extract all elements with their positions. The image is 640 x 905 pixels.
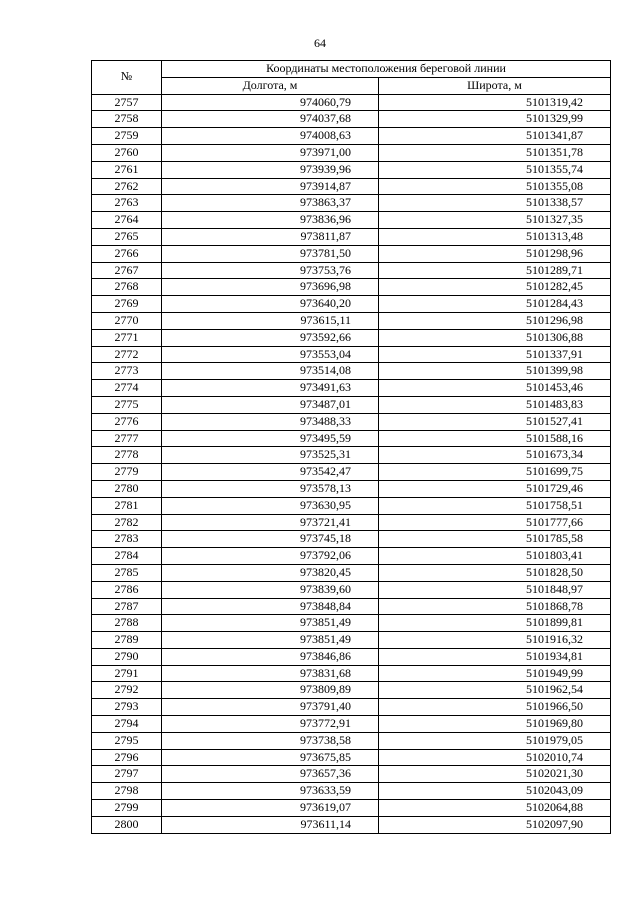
table-row xyxy=(92,396,611,413)
table-row xyxy=(92,766,611,783)
row-latitude: 5101399,98 xyxy=(379,363,611,380)
row-number: 2759 xyxy=(92,128,162,145)
row-latitude: 5101483,83 xyxy=(379,396,611,413)
table-row xyxy=(92,682,611,699)
row-latitude: 5101934,81 xyxy=(379,648,611,665)
row-number: 2784 xyxy=(92,548,162,565)
row-longitude: 973745,18 xyxy=(162,531,379,548)
row-number: 2764 xyxy=(92,212,162,229)
row-longitude: 973836,96 xyxy=(162,212,379,229)
table-row xyxy=(92,212,611,229)
table-row xyxy=(92,161,611,178)
row-number: 2774 xyxy=(92,380,162,397)
row-latitude: 5101313,48 xyxy=(379,228,611,245)
row-latitude: 5101327,35 xyxy=(379,212,611,229)
row-longitude: 973939,96 xyxy=(162,161,379,178)
row-latitude: 5101899,81 xyxy=(379,615,611,632)
row-latitude: 5101289,71 xyxy=(379,262,611,279)
row-latitude: 5101282,45 xyxy=(379,279,611,296)
table-row xyxy=(92,464,611,481)
row-number: 2786 xyxy=(92,581,162,598)
row-latitude: 5101355,08 xyxy=(379,178,611,195)
row-latitude: 5101916,32 xyxy=(379,632,611,649)
row-number: 2782 xyxy=(92,514,162,531)
table-row xyxy=(92,783,611,800)
table-row xyxy=(92,111,611,128)
table-row xyxy=(92,732,611,749)
row-longitude: 973611,14 xyxy=(162,816,379,833)
row-latitude: 5101848,97 xyxy=(379,581,611,598)
table-row xyxy=(92,296,611,313)
header-latitude: Широта, м xyxy=(379,77,611,94)
row-longitude: 973487,01 xyxy=(162,396,379,413)
table-row xyxy=(92,480,611,497)
row-number: 2757 xyxy=(92,94,162,111)
row-latitude: 5101351,78 xyxy=(379,144,611,161)
row-longitude: 973820,45 xyxy=(162,564,379,581)
row-longitude: 973542,47 xyxy=(162,464,379,481)
row-latitude: 5101337,91 xyxy=(379,346,611,363)
row-latitude: 5101341,87 xyxy=(379,128,611,145)
row-longitude: 974060,79 xyxy=(162,94,379,111)
row-latitude: 5101298,96 xyxy=(379,245,611,262)
table-row xyxy=(92,699,611,716)
table-row xyxy=(92,447,611,464)
row-number: 2767 xyxy=(92,262,162,279)
row-number: 2788 xyxy=(92,615,162,632)
row-longitude: 974008,63 xyxy=(162,128,379,145)
row-latitude: 5102097,90 xyxy=(379,816,611,833)
table-row xyxy=(92,648,611,665)
row-latitude: 5102064,88 xyxy=(379,800,611,817)
row-longitude: 973839,60 xyxy=(162,581,379,598)
table-row xyxy=(92,195,611,212)
table-row xyxy=(92,312,611,329)
row-longitude: 973633,59 xyxy=(162,783,379,800)
row-number: 2797 xyxy=(92,766,162,783)
row-number: 2769 xyxy=(92,296,162,313)
row-longitude: 973863,37 xyxy=(162,195,379,212)
table-row xyxy=(92,430,611,447)
header-coordinates-group: Координаты местоположения береговой линии xyxy=(162,61,611,78)
table-row xyxy=(92,632,611,649)
table-row xyxy=(92,413,611,430)
row-longitude: 973753,76 xyxy=(162,262,379,279)
row-longitude: 973791,40 xyxy=(162,699,379,716)
table-row xyxy=(92,178,611,195)
row-number: 2798 xyxy=(92,783,162,800)
row-number: 2773 xyxy=(92,363,162,380)
row-latitude: 5101828,50 xyxy=(379,564,611,581)
row-number: 2771 xyxy=(92,329,162,346)
row-latitude: 5101758,51 xyxy=(379,497,611,514)
table-row xyxy=(92,514,611,531)
row-latitude: 5101284,43 xyxy=(379,296,611,313)
table-row xyxy=(92,531,611,548)
row-number: 2762 xyxy=(92,178,162,195)
row-latitude: 5101319,42 xyxy=(379,94,611,111)
row-number: 2765 xyxy=(92,228,162,245)
row-longitude: 973781,50 xyxy=(162,245,379,262)
row-latitude: 5101338,57 xyxy=(379,195,611,212)
row-latitude: 5102043,09 xyxy=(379,783,611,800)
row-longitude: 973619,07 xyxy=(162,800,379,817)
row-latitude: 5101355,74 xyxy=(379,161,611,178)
row-number: 2772 xyxy=(92,346,162,363)
row-number: 2775 xyxy=(92,396,162,413)
row-number: 2768 xyxy=(92,279,162,296)
row-number: 2800 xyxy=(92,816,162,833)
row-latitude: 5101699,75 xyxy=(379,464,611,481)
row-number: 2766 xyxy=(92,245,162,262)
row-number: 2758 xyxy=(92,111,162,128)
table-subheader-row xyxy=(92,77,611,94)
row-number: 2781 xyxy=(92,497,162,514)
table-row xyxy=(92,363,611,380)
row-number: 2790 xyxy=(92,648,162,665)
row-latitude: 5102021,30 xyxy=(379,766,611,783)
row-latitude: 5101962,54 xyxy=(379,682,611,699)
row-longitude: 973696,98 xyxy=(162,279,379,296)
table-row xyxy=(92,228,611,245)
row-latitude: 5101969,80 xyxy=(379,716,611,733)
row-longitude: 973495,59 xyxy=(162,430,379,447)
row-number: 2777 xyxy=(92,430,162,447)
row-longitude: 973592,66 xyxy=(162,329,379,346)
row-latitude: 5101588,16 xyxy=(379,430,611,447)
row-longitude: 973640,20 xyxy=(162,296,379,313)
row-longitude: 973721,41 xyxy=(162,514,379,531)
row-number: 2796 xyxy=(92,749,162,766)
row-number: 2793 xyxy=(92,699,162,716)
table-row xyxy=(92,665,611,682)
row-latitude: 5101966,50 xyxy=(379,699,611,716)
row-number: 2770 xyxy=(92,312,162,329)
row-longitude: 973848,84 xyxy=(162,598,379,615)
row-latitude: 5101329,99 xyxy=(379,111,611,128)
table-row xyxy=(92,581,611,598)
header-number: № xyxy=(92,61,162,95)
row-latitude: 5101453,46 xyxy=(379,380,611,397)
header-longitude: Долгота, м xyxy=(162,77,379,94)
table-row xyxy=(92,749,611,766)
row-latitude: 5101868,78 xyxy=(379,598,611,615)
row-number: 2778 xyxy=(92,447,162,464)
row-longitude: 973488,33 xyxy=(162,413,379,430)
row-number: 2776 xyxy=(92,413,162,430)
table-row xyxy=(92,564,611,581)
row-number: 2799 xyxy=(92,800,162,817)
row-latitude: 5101777,66 xyxy=(379,514,611,531)
row-number: 2761 xyxy=(92,161,162,178)
row-number: 2785 xyxy=(92,564,162,581)
row-longitude: 974037,68 xyxy=(162,111,379,128)
row-number: 2795 xyxy=(92,732,162,749)
row-longitude: 973615,11 xyxy=(162,312,379,329)
row-longitude: 973851,49 xyxy=(162,615,379,632)
row-longitude: 973971,00 xyxy=(162,144,379,161)
row-number: 2780 xyxy=(92,480,162,497)
table-row xyxy=(92,497,611,514)
row-number: 2789 xyxy=(92,632,162,649)
row-number: 2783 xyxy=(92,531,162,548)
row-longitude: 973811,87 xyxy=(162,228,379,245)
row-longitude: 973514,08 xyxy=(162,363,379,380)
row-latitude: 5102010,74 xyxy=(379,749,611,766)
table-row xyxy=(92,615,611,632)
table-header-row xyxy=(92,61,611,78)
row-longitude: 973738,58 xyxy=(162,732,379,749)
row-number: 2792 xyxy=(92,682,162,699)
row-latitude: 5101306,88 xyxy=(379,329,611,346)
row-latitude: 5101949,99 xyxy=(379,665,611,682)
coordinates-table xyxy=(91,60,611,834)
table-row xyxy=(92,144,611,161)
row-longitude: 973578,13 xyxy=(162,480,379,497)
table-row xyxy=(92,800,611,817)
row-longitude: 973675,85 xyxy=(162,749,379,766)
row-longitude: 973831,68 xyxy=(162,665,379,682)
row-longitude: 973809,89 xyxy=(162,682,379,699)
row-longitude: 973772,91 xyxy=(162,716,379,733)
row-longitude: 973657,36 xyxy=(162,766,379,783)
table-row xyxy=(92,128,611,145)
table-row xyxy=(92,380,611,397)
table-row xyxy=(92,816,611,833)
row-latitude: 5101803,41 xyxy=(379,548,611,565)
row-longitude: 973914,87 xyxy=(162,178,379,195)
row-number: 2760 xyxy=(92,144,162,161)
row-longitude: 973846,86 xyxy=(162,648,379,665)
table-row xyxy=(92,94,611,111)
row-longitude: 973525,31 xyxy=(162,447,379,464)
row-longitude: 973851,49 xyxy=(162,632,379,649)
page-number: 64 xyxy=(314,36,326,50)
row-longitude: 973553,04 xyxy=(162,346,379,363)
row-number: 2794 xyxy=(92,716,162,733)
table-body xyxy=(92,94,611,833)
row-latitude: 5101729,46 xyxy=(379,480,611,497)
table-row xyxy=(92,548,611,565)
row-latitude: 5101785,58 xyxy=(379,531,611,548)
row-longitude: 973491,63 xyxy=(162,380,379,397)
table-row xyxy=(92,329,611,346)
table-row xyxy=(92,346,611,363)
row-number: 2791 xyxy=(92,665,162,682)
row-number: 2779 xyxy=(92,464,162,481)
row-number: 2763 xyxy=(92,195,162,212)
row-number: 2787 xyxy=(92,598,162,615)
row-latitude: 5101527,41 xyxy=(379,413,611,430)
row-latitude: 5101296,98 xyxy=(379,312,611,329)
table-row xyxy=(92,279,611,296)
row-longitude: 973792,06 xyxy=(162,548,379,565)
row-latitude: 5101979,05 xyxy=(379,732,611,749)
table-row xyxy=(92,262,611,279)
row-latitude: 5101673,34 xyxy=(379,447,611,464)
table-row xyxy=(92,716,611,733)
row-longitude: 973630,95 xyxy=(162,497,379,514)
table-row xyxy=(92,245,611,262)
table-row xyxy=(92,598,611,615)
